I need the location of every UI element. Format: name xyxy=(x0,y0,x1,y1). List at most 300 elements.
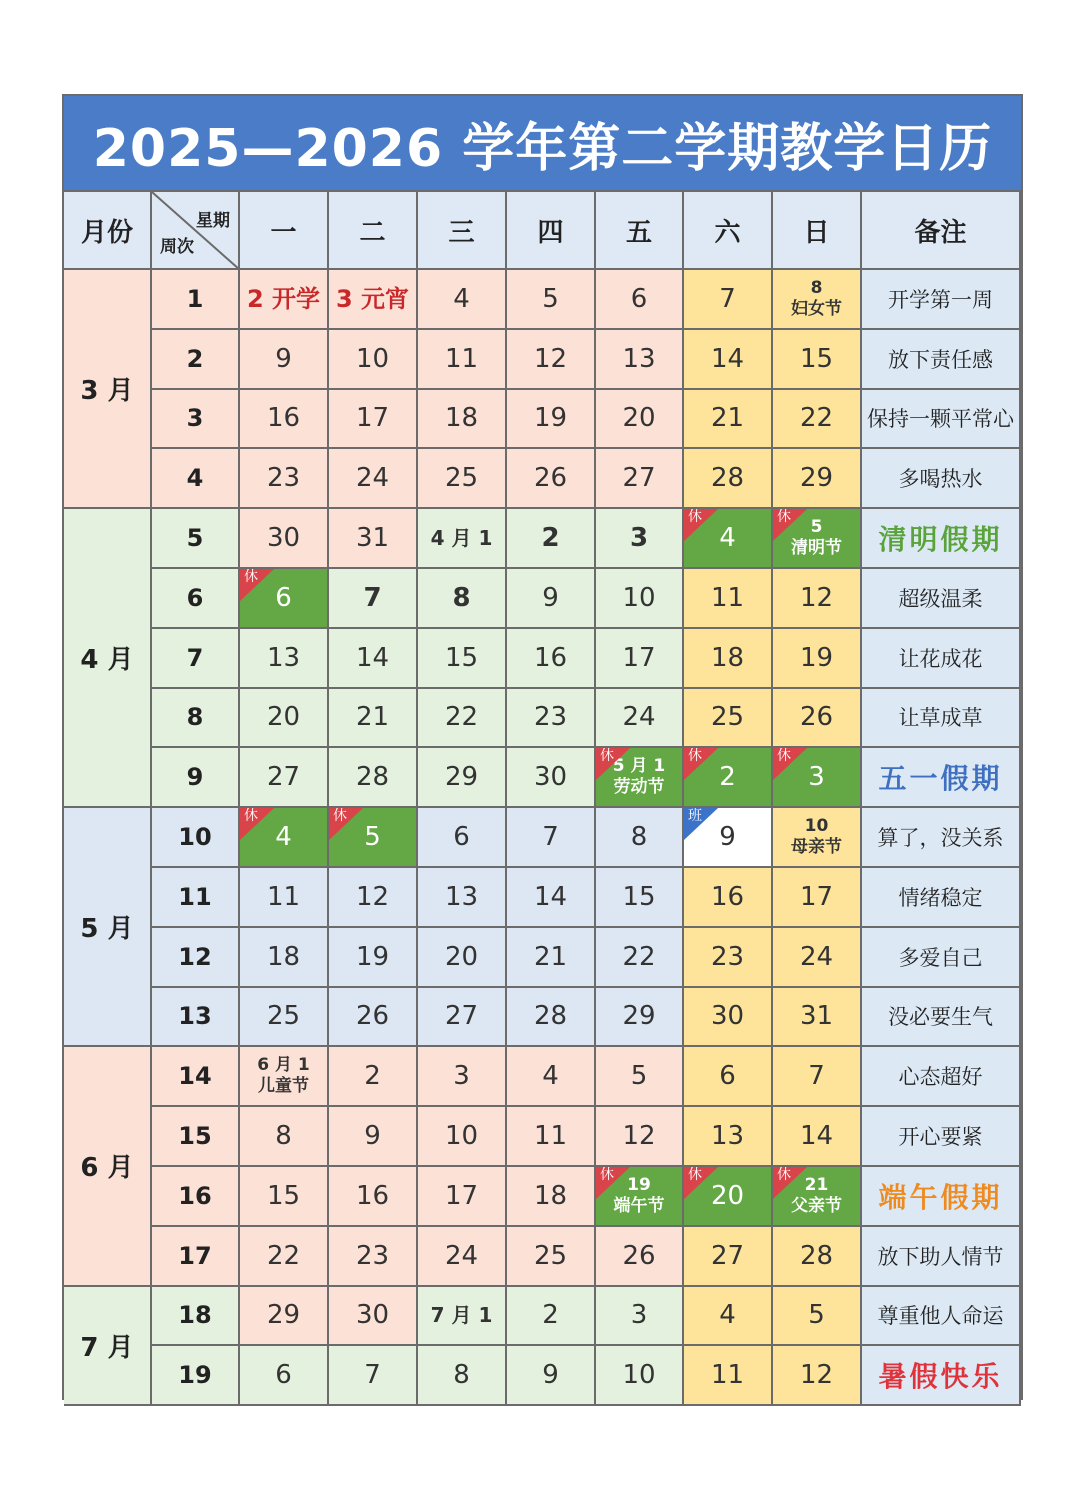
day-cell[interactable] xyxy=(684,270,773,330)
rest-day-label: 休 xyxy=(777,748,791,765)
day-cell[interactable] xyxy=(773,330,862,390)
day-cell[interactable] xyxy=(240,1287,329,1347)
day-cell[interactable] xyxy=(596,569,684,629)
day-cell[interactable] xyxy=(684,390,773,450)
day-number: 15 xyxy=(266,1180,301,1211)
day-number: 18 xyxy=(710,642,745,673)
day-number: 26 xyxy=(799,702,834,733)
day-number: 6 xyxy=(719,1061,736,1092)
week-number: 12 xyxy=(152,928,240,988)
day-number: 2 xyxy=(541,523,560,554)
day-cell[interactable] xyxy=(418,449,507,509)
day-cell[interactable] xyxy=(507,1167,596,1227)
day-cell[interactable] xyxy=(684,988,773,1048)
day-cell[interactable] xyxy=(329,569,418,629)
day-cell[interactable] xyxy=(507,1346,596,1406)
day-cell[interactable] xyxy=(596,449,684,509)
day-cell[interactable] xyxy=(329,449,418,509)
day-number: 16 xyxy=(533,642,568,673)
week-note: 开学第一周 xyxy=(862,270,1021,330)
day-cell[interactable] xyxy=(240,1107,329,1167)
day-cell[interactable] xyxy=(418,1167,507,1227)
rest-day-label: 休 xyxy=(777,509,791,526)
day-cell[interactable] xyxy=(773,569,862,629)
day-cell[interactable] xyxy=(418,509,507,569)
day-number: 21 xyxy=(804,1174,829,1195)
day-cell[interactable] xyxy=(329,1047,418,1107)
day-number: 11 xyxy=(533,1121,568,1152)
week-number: 19 xyxy=(152,1346,240,1406)
rest-day-tag xyxy=(684,509,718,541)
day-number: 23 xyxy=(710,941,745,972)
day-cell[interactable] xyxy=(596,390,684,450)
day-cell[interactable] xyxy=(329,868,418,928)
rest-day-tag xyxy=(596,1167,630,1199)
day-cell[interactable] xyxy=(418,928,507,988)
day-cell[interactable] xyxy=(507,988,596,1048)
day-cell[interactable] xyxy=(596,1346,684,1406)
week-number: 2 xyxy=(152,330,240,390)
day-cell[interactable] xyxy=(329,928,418,988)
day-number: 12 xyxy=(355,881,390,912)
day-cell[interactable] xyxy=(684,449,773,509)
week-note: 算了，没关系 xyxy=(862,808,1021,868)
week-number: 16 xyxy=(152,1167,240,1227)
day-number: 26 xyxy=(533,463,568,494)
day-number: 27 xyxy=(622,463,656,494)
day-cell[interactable] xyxy=(507,1287,596,1347)
day-cell[interactable] xyxy=(240,270,329,330)
day-number: 2 xyxy=(542,1300,559,1331)
day-cell[interactable] xyxy=(773,1346,862,1406)
day-cell[interactable] xyxy=(418,629,507,689)
day-cell[interactable] xyxy=(773,988,862,1048)
day-cell[interactable] xyxy=(507,748,596,808)
rest-day-label: 休 xyxy=(600,748,614,765)
day-cell[interactable] xyxy=(507,928,596,988)
day-cell[interactable] xyxy=(240,330,329,390)
day-number: 10 xyxy=(444,1121,479,1152)
rest-day-label: 休 xyxy=(688,748,702,765)
day-cell[interactable] xyxy=(773,509,862,569)
day-number: 6 xyxy=(453,822,470,853)
day-number: 2 xyxy=(364,1061,381,1092)
week-number: 6 xyxy=(152,569,240,629)
day-cell[interactable] xyxy=(240,689,329,749)
day-cell[interactable] xyxy=(773,390,862,450)
day-number: 3 xyxy=(630,1300,648,1331)
weekday-header-7: 日 xyxy=(773,192,862,270)
week-note: 没必要生气 xyxy=(862,988,1021,1048)
day-number: 7 xyxy=(719,283,736,314)
day-number: 3 元宵 xyxy=(335,284,410,313)
day-number: 10 xyxy=(622,582,656,613)
day-cell[interactable] xyxy=(507,689,596,749)
rest-day-tag xyxy=(773,748,807,780)
day-cell[interactable] xyxy=(773,629,862,689)
day-cell[interactable] xyxy=(507,330,596,390)
weekday-header-5: 五 xyxy=(596,192,684,270)
day-cell[interactable] xyxy=(329,509,418,569)
day-cell[interactable] xyxy=(329,1167,418,1227)
day-number: 27 xyxy=(710,1240,745,1271)
day-number: 28 xyxy=(533,1001,568,1032)
day-cell[interactable] xyxy=(329,390,418,450)
day-cell[interactable] xyxy=(773,1287,862,1347)
day-cell[interactable] xyxy=(329,689,418,749)
day-cell[interactable] xyxy=(240,1346,329,1406)
day-cell[interactable] xyxy=(596,868,684,928)
day-cell[interactable] xyxy=(596,1287,684,1347)
day-number: 7 xyxy=(542,822,559,853)
week-weekday-corner xyxy=(152,192,240,270)
rest-day-label: 休 xyxy=(688,1167,702,1183)
rest-day-label: 休 xyxy=(333,808,347,825)
day-cell[interactable] xyxy=(329,270,418,330)
day-number: 31 xyxy=(799,1001,834,1032)
day-number: 4 xyxy=(542,1061,559,1092)
day-cell[interactable] xyxy=(773,449,862,509)
week-number: 7 xyxy=(152,629,240,689)
day-cell[interactable] xyxy=(329,1107,418,1167)
day-number: 17 xyxy=(355,403,390,434)
day-cell[interactable] xyxy=(684,808,773,868)
rest-day-tag xyxy=(596,748,630,780)
day-cell[interactable] xyxy=(596,1047,684,1107)
week-number: 1 xyxy=(152,270,240,330)
corner-weekday-label: 星期 xyxy=(196,211,230,231)
week-note: 五一假期 xyxy=(862,748,1021,808)
day-cell[interactable] xyxy=(684,1346,773,1406)
day-cell[interactable] xyxy=(507,449,596,509)
month-label: 3 月 xyxy=(64,270,152,509)
day-cell[interactable] xyxy=(418,808,507,868)
day-number: 29 xyxy=(799,463,834,494)
week-number: 5 xyxy=(152,509,240,569)
work-day-label: 班 xyxy=(688,808,702,825)
week-note: 放下责任感 xyxy=(862,330,1021,390)
month-label: 7 月 xyxy=(64,1287,152,1407)
holiday-name: 母亲节 xyxy=(791,837,842,858)
day-number: 23 xyxy=(355,1240,390,1271)
day-cell[interactable] xyxy=(507,808,596,868)
day-cell[interactable] xyxy=(418,569,507,629)
day-cell[interactable] xyxy=(240,928,329,988)
day-cell[interactable] xyxy=(329,1287,418,1347)
day-number: 29 xyxy=(444,762,479,793)
day-cell[interactable] xyxy=(240,1167,329,1227)
day-cell[interactable] xyxy=(418,390,507,450)
day-cell[interactable] xyxy=(684,1107,773,1167)
day-cell[interactable] xyxy=(418,988,507,1048)
day-number: 19 xyxy=(799,642,834,673)
day-cell[interactable] xyxy=(329,988,418,1048)
day-cell[interactable] xyxy=(596,629,684,689)
day-cell[interactable] xyxy=(684,509,773,569)
week-note: 多爱自己 xyxy=(862,928,1021,988)
day-cell[interactable] xyxy=(684,868,773,928)
day-number: 24 xyxy=(444,1240,479,1271)
day-number: 5 xyxy=(808,1300,825,1331)
day-cell[interactable] xyxy=(773,1167,862,1227)
rest-day-tag xyxy=(684,1167,718,1199)
day-cell[interactable] xyxy=(418,1346,507,1406)
rest-day-tag xyxy=(684,748,718,780)
day-cell[interactable] xyxy=(596,270,684,330)
corner-week-label: 周次 xyxy=(160,237,194,257)
day-cell[interactable] xyxy=(596,1167,684,1227)
day-cell[interactable] xyxy=(773,1227,862,1287)
day-cell[interactable] xyxy=(773,270,862,330)
day-cell[interactable] xyxy=(773,1107,862,1167)
day-number: 28 xyxy=(799,1240,834,1271)
day-cell[interactable] xyxy=(507,868,596,928)
week-number: 11 xyxy=(152,868,240,928)
week-note: 清明假期 xyxy=(862,509,1021,569)
day-cell[interactable] xyxy=(240,748,329,808)
day-number: 3 xyxy=(808,762,825,793)
day-number: 4 xyxy=(453,283,470,314)
day-cell[interactable] xyxy=(418,270,507,330)
day-number: 22 xyxy=(444,702,479,733)
day-number: 16 xyxy=(355,1180,390,1211)
day-cell[interactable] xyxy=(596,988,684,1048)
day-cell[interactable] xyxy=(596,748,684,808)
day-number: 13 xyxy=(622,343,656,374)
day-cell[interactable] xyxy=(684,330,773,390)
day-number: 12 xyxy=(799,1360,834,1391)
day-number: 25 xyxy=(710,702,745,733)
day-cell[interactable] xyxy=(240,1047,329,1107)
day-number: 14 xyxy=(355,642,390,673)
day-number: 30 xyxy=(266,523,301,554)
day-number: 5 xyxy=(364,822,381,853)
day-number: 11 xyxy=(710,1360,745,1391)
holiday-name: 父亲节 xyxy=(791,1195,842,1216)
day-cell[interactable] xyxy=(596,928,684,988)
day-cell[interactable] xyxy=(507,629,596,689)
day-cell[interactable] xyxy=(507,390,596,450)
day-cell[interactable] xyxy=(240,509,329,569)
day-number: 2 xyxy=(719,762,736,793)
day-number: 16 xyxy=(710,881,745,912)
notes-header: 备注 xyxy=(862,192,1021,270)
day-cell[interactable] xyxy=(507,270,596,330)
day-cell[interactable] xyxy=(773,808,862,868)
day-number: 29 xyxy=(266,1300,301,1331)
week-note: 情绪稳定 xyxy=(862,868,1021,928)
month-label: 5 月 xyxy=(64,808,152,1047)
weekday-header-6: 六 xyxy=(684,192,773,270)
day-cell[interactable] xyxy=(773,1047,862,1107)
day-cell[interactable] xyxy=(684,1227,773,1287)
day-number: 25 xyxy=(444,463,479,494)
day-number: 27 xyxy=(444,1001,479,1032)
day-number: 19 xyxy=(627,1174,651,1195)
week-number: 13 xyxy=(152,988,240,1048)
day-number: 20 xyxy=(266,702,301,733)
day-number: 19 xyxy=(533,403,568,434)
week-number: 10 xyxy=(152,808,240,868)
day-number: 17 xyxy=(444,1180,479,1211)
day-number: 10 xyxy=(622,1360,656,1391)
holiday-name: 妇女节 xyxy=(791,298,842,319)
day-number: 22 xyxy=(266,1240,301,1271)
day-cell[interactable] xyxy=(773,748,862,808)
day-cell[interactable] xyxy=(596,509,684,569)
day-number: 21 xyxy=(710,403,745,434)
day-cell[interactable] xyxy=(240,629,329,689)
day-number: 17 xyxy=(622,642,656,673)
week-note: 让草成草 xyxy=(862,689,1021,749)
day-cell[interactable] xyxy=(596,689,684,749)
day-number: 26 xyxy=(355,1001,390,1032)
day-cell[interactable] xyxy=(329,808,418,868)
week-number: 15 xyxy=(152,1107,240,1167)
day-number: 4 月 1 xyxy=(430,526,493,551)
week-note: 心态超好 xyxy=(862,1047,1021,1107)
day-number: 30 xyxy=(533,762,568,793)
day-cell[interactable] xyxy=(240,808,329,868)
day-number: 13 xyxy=(444,881,479,912)
day-number: 27 xyxy=(266,762,301,793)
day-number: 21 xyxy=(355,702,390,733)
week-number: 8 xyxy=(152,689,240,749)
day-number: 5 xyxy=(542,283,559,314)
day-cell[interactable] xyxy=(507,1227,596,1287)
day-number: 5 xyxy=(810,517,823,538)
day-number: 14 xyxy=(533,881,568,912)
day-number: 25 xyxy=(533,1240,568,1271)
day-cell[interactable] xyxy=(596,808,684,868)
day-number: 13 xyxy=(710,1121,745,1152)
day-number: 18 xyxy=(444,403,479,434)
day-number: 29 xyxy=(622,1001,656,1032)
day-number: 15 xyxy=(799,343,834,374)
day-cell[interactable] xyxy=(507,509,596,569)
day-cell[interactable] xyxy=(418,748,507,808)
day-number: 12 xyxy=(799,582,834,613)
day-cell[interactable] xyxy=(418,689,507,749)
day-number: 26 xyxy=(622,1240,656,1271)
day-number: 31 xyxy=(355,523,390,554)
day-number: 6 xyxy=(630,283,648,314)
day-cell[interactable] xyxy=(329,330,418,390)
day-cell[interactable] xyxy=(329,629,418,689)
day-cell[interactable] xyxy=(684,689,773,749)
day-number: 4 xyxy=(275,822,292,853)
day-cell[interactable] xyxy=(418,330,507,390)
day-number: 8 xyxy=(630,822,648,853)
day-cell[interactable] xyxy=(240,988,329,1048)
holiday-name: 儿童节 xyxy=(258,1076,309,1097)
week-note: 保持一颗平常心 xyxy=(862,390,1021,450)
week-number: 4 xyxy=(152,449,240,509)
day-cell[interactable] xyxy=(684,1167,773,1227)
day-cell[interactable] xyxy=(596,1227,684,1287)
day-cell[interactable] xyxy=(684,748,773,808)
day-number: 9 xyxy=(275,343,292,374)
day-number: 12 xyxy=(533,343,568,374)
day-cell[interactable] xyxy=(507,569,596,629)
day-cell[interactable] xyxy=(240,1227,329,1287)
day-cell[interactable] xyxy=(684,928,773,988)
day-cell[interactable] xyxy=(418,1227,507,1287)
day-cell[interactable] xyxy=(240,868,329,928)
day-cell[interactable] xyxy=(773,928,862,988)
day-number: 11 xyxy=(444,343,479,374)
day-cell[interactable] xyxy=(773,689,862,749)
day-number: 23 xyxy=(533,702,568,733)
day-cell[interactable] xyxy=(329,1227,418,1287)
day-cell[interactable] xyxy=(240,449,329,509)
day-number: 11 xyxy=(266,881,301,912)
day-cell[interactable] xyxy=(329,1346,418,1406)
day-number: 17 xyxy=(799,881,834,912)
day-number: 10 xyxy=(355,343,390,374)
day-cell[interactable] xyxy=(329,748,418,808)
week-note: 开心要紧 xyxy=(862,1107,1021,1167)
day-number: 8 xyxy=(275,1121,292,1152)
work-day-tag xyxy=(684,808,718,840)
week-number: 17 xyxy=(152,1227,240,1287)
day-number: 22 xyxy=(622,941,656,972)
month-column-header: 月份 xyxy=(64,192,152,270)
day-cell[interactable] xyxy=(418,1107,507,1167)
day-number: 18 xyxy=(266,941,301,972)
week-note: 暑假快乐 xyxy=(862,1346,1021,1406)
weekday-header-3: 三 xyxy=(418,192,507,270)
day-number: 20 xyxy=(710,1180,745,1211)
day-number: 6 xyxy=(275,1360,292,1391)
day-cell[interactable] xyxy=(418,1287,507,1347)
day-cell[interactable] xyxy=(507,1047,596,1107)
day-cell[interactable] xyxy=(596,1107,684,1167)
day-number: 19 xyxy=(355,941,390,972)
day-number: 24 xyxy=(355,463,390,494)
rest-day-tag xyxy=(240,569,274,601)
day-cell[interactable] xyxy=(418,868,507,928)
day-number: 7 xyxy=(363,582,382,613)
day-number: 9 xyxy=(719,822,736,853)
day-cell[interactable] xyxy=(684,1047,773,1107)
day-cell[interactable] xyxy=(684,569,773,629)
day-number: 28 xyxy=(710,463,745,494)
day-number: 25 xyxy=(266,1001,301,1032)
day-number: 8 xyxy=(810,277,823,298)
day-cell[interactable] xyxy=(596,330,684,390)
day-number: 15 xyxy=(622,881,656,912)
day-cell[interactable] xyxy=(684,629,773,689)
day-cell[interactable] xyxy=(773,868,862,928)
day-cell[interactable] xyxy=(418,1047,507,1107)
day-cell[interactable] xyxy=(684,1287,773,1347)
day-number: 6 月 1 xyxy=(257,1055,310,1076)
rest-day-label: 休 xyxy=(244,569,258,585)
day-number: 4 xyxy=(719,523,736,554)
week-note: 超级温柔 xyxy=(862,569,1021,629)
rest-day-label: 休 xyxy=(688,509,702,526)
day-number: 28 xyxy=(355,762,390,793)
day-number: 12 xyxy=(622,1121,656,1152)
day-cell[interactable] xyxy=(507,1107,596,1167)
holiday-name: 清明节 xyxy=(791,538,842,559)
day-number: 15 xyxy=(444,642,479,673)
day-number: 9 xyxy=(542,1360,559,1391)
day-cell[interactable] xyxy=(240,390,329,450)
day-cell[interactable] xyxy=(240,569,329,629)
day-number: 8 xyxy=(452,582,471,613)
